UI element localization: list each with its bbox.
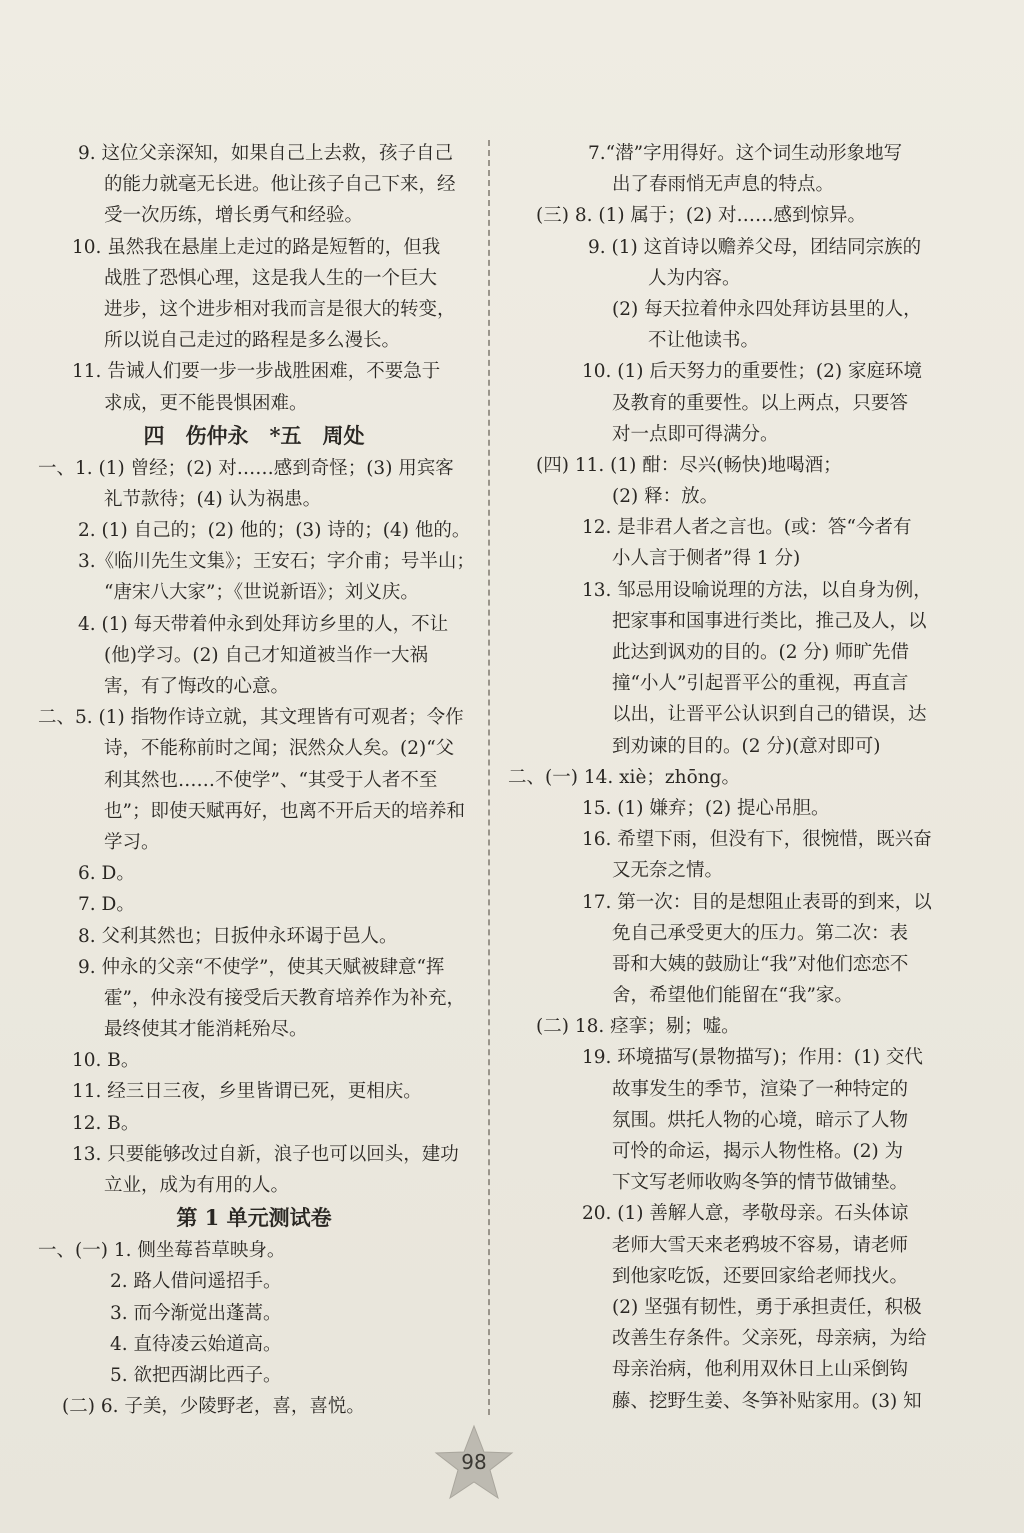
answer-line: 又无奈之情。 bbox=[612, 860, 724, 882]
answer-line: 人为内容。 bbox=[648, 267, 741, 289]
answer-line: 战胜了恐惧心理，这是我人生的一个巨大 bbox=[104, 267, 438, 289]
answer-line: 到他家吃饭，还要回家给老师找火。 bbox=[612, 1265, 909, 1287]
answer-line: 最终使其才能消耗殆尽。 bbox=[104, 1019, 308, 1041]
answer-line: 7.“潜”字用得好。这个词生动形象地写 bbox=[588, 143, 903, 164]
answer-line: 礼节款待；(4) 认为祸患。 bbox=[104, 488, 322, 510]
answer-line: 一、1. (1) 曾经；(2) 对……感到奇怪；(3) 用宾客 bbox=[38, 457, 454, 479]
answer-line: 也”；即使天赋再好，也离不开后天的培养和 bbox=[104, 800, 465, 822]
answer-line: 9. 这位父亲深知，如果自己上去救，孩子自己 bbox=[78, 143, 454, 164]
answer-line: 7. D。 bbox=[78, 894, 135, 916]
answer-line: 进步，这个进步相对我而言是很大的转变， bbox=[104, 298, 456, 320]
page-number: 98 bbox=[461, 1450, 487, 1474]
answer-line: 哥和大姨的鼓励让“我”对他们恋恋不 bbox=[612, 953, 909, 975]
answer-line: 立业，成为有用的人。 bbox=[104, 1175, 290, 1196]
answer-line: 把家事和国事进行类比，推己及人，以 bbox=[612, 610, 927, 632]
answer-line: 小人言于侧者”得 1 分) bbox=[612, 548, 801, 570]
answer-line: (三) 8. (1) 属于；(2) 对……感到惊异。 bbox=[536, 205, 867, 227]
answer-line: 害，有了悔改的心意。 bbox=[104, 676, 290, 697]
answer-line: 撞“小人”引起晋平公的重视，再直言 bbox=[612, 673, 909, 695]
answer-line: (他)学习。(2) 自己才知道被当作一大祸 bbox=[104, 644, 429, 666]
answer-line: 3. 而今渐觉出蓬蒿。 bbox=[110, 1302, 282, 1324]
answer-line: “唐宋八大家”；《世说新语》；刘义庆。 bbox=[104, 582, 419, 604]
answer-line: (2) 释：放。 bbox=[612, 486, 719, 508]
answer-line: 2. 路人借问遥招手。 bbox=[110, 1271, 282, 1293]
answer-line: 的能力就毫无长进。他让孩子自己下来，经 bbox=[104, 174, 456, 196]
answer-line: (2) 坚强有韧性，勇于承担责任，积极 bbox=[612, 1296, 922, 1318]
answer-line: (2) 每天拉着仲永四处拜访县里的人， bbox=[612, 298, 922, 320]
answer-line: 11. 告诫人们要一步一步战胜困难，不要急于 bbox=[72, 361, 441, 383]
answer-line: 老师大雪天来老鸦坡不容易，请老师 bbox=[612, 1234, 909, 1256]
answer-line: 以出，让晋平公认识到自己的错误，达 bbox=[612, 704, 927, 726]
answer-line: 20. (1) 善解人意，孝敬母亲。石头体谅 bbox=[582, 1203, 909, 1225]
answer-line: 一、(一) 1. 侧坐莓苔草映身。 bbox=[38, 1240, 286, 1262]
answer-line: 二、(一) 14. xiè；zhōng。 bbox=[508, 766, 740, 788]
answer-line: 19. 环境描写(景物描写)；作用：(1) 交代 bbox=[582, 1047, 923, 1069]
answer-line: 15. (1) 嫌弃；(2) 提心吊胆。 bbox=[582, 797, 830, 819]
answer-line: 改善生存条件。父亲死，母亲病，为给 bbox=[612, 1328, 927, 1350]
answer-line: 受一次历练，增长勇气和经验。 bbox=[104, 205, 364, 227]
answer-line: 藤、挖野生姜、冬笋补贴家用。(3) 知 bbox=[612, 1390, 922, 1412]
answer-line: 下文写老师收购冬笋的情节做铺垫。 bbox=[612, 1172, 909, 1194]
answer-line: 免自己承受更大的压力。第二次：表 bbox=[612, 922, 909, 944]
answer-line: 2. (1) 自己的；(2) 他的；(3) 诗的；(4) 他的。 bbox=[78, 520, 471, 542]
answer-line: 可怜的命运，揭示人物性格。(2) 为 bbox=[612, 1141, 904, 1162]
answer-line: 17. 第一次：目的是想阻止表哥的到来，以 bbox=[582, 891, 932, 913]
answer-line: 利其然也……不使学”、“其受于人者不至 bbox=[104, 769, 438, 791]
answer-line: 9. (1) 这首诗以赡养父母，团结同宗族的 bbox=[588, 236, 922, 258]
answer-line: 对一点即可得满分。 bbox=[612, 423, 779, 445]
answer-line: 16. 希望下雨，但没有下，很惋惜，既兴奋 bbox=[582, 829, 932, 851]
answer-line: 10. 虽然我在悬崖上走过的路是短暂的，但我 bbox=[72, 236, 441, 258]
answer-line: 氛围。烘托人物的心境，暗示了人物 bbox=[612, 1109, 909, 1131]
answer-line: (二) 18. 痉挛；剔；嘘。 bbox=[536, 1016, 740, 1038]
answer-line: 诗，不能称前时之闻；泯然众人矣。(2)“父 bbox=[104, 738, 455, 760]
answer-line: 11. 经三日三夜，乡里皆谓已死，更相庆。 bbox=[72, 1081, 422, 1103]
section-heading: 四 伤仲永 *五 周处 bbox=[143, 422, 365, 448]
answer-line: 及教育的重要性。以上两点，只要答 bbox=[612, 392, 909, 414]
answer-line: 4. 直待凌云始道高。 bbox=[110, 1333, 282, 1355]
left-column bbox=[38, 138, 475, 1422]
page-number-badge bbox=[432, 1422, 516, 1506]
answer-line: 3.《临川先生文集》；王安石；字介甫；号半山； bbox=[78, 551, 475, 573]
answer-line: 二、5. (1) 指物作诗立就，其文理皆有可观者；令作 bbox=[38, 707, 464, 729]
section-heading: 第 1 单元测试卷 bbox=[176, 1205, 332, 1231]
right-column bbox=[508, 138, 940, 1417]
answer-line: 13. 只要能够改过自新，浪子也可以回头，建功 bbox=[72, 1143, 459, 1165]
answer-line: 9. 仲永的父亲“不使学”，使其天赋被肆意“挥 bbox=[78, 956, 445, 978]
answer-line: 舍，希望他们能留在“我”家。 bbox=[612, 985, 853, 1007]
answer-line: 6. D。 bbox=[78, 863, 135, 885]
answer-line: 12. 是非君人者之言也。(或：答“今者有 bbox=[582, 517, 912, 539]
answer-line: 到劝谏的目的。(2 分)(意对即可) bbox=[612, 735, 881, 757]
answer-line: 10. B。 bbox=[72, 1050, 140, 1072]
answer-line: 出了春雨悄无声息的特点。 bbox=[612, 174, 835, 196]
answer-line: 5. 欲把西湖比西子。 bbox=[110, 1364, 282, 1386]
answer-line: 学习。 bbox=[104, 831, 160, 853]
answer-line: 13. 邹忌用设喻说理的方法，以自身为例， bbox=[582, 579, 932, 601]
answer-line: 故事发生的季节，渲染了一种特定的 bbox=[612, 1078, 909, 1100]
answer-line: 此达到讽劝的目的。(2 分) 师旷先借 bbox=[612, 642, 909, 663]
answer-line: 8. 父利其然也；日扳仲永环谒于邑人。 bbox=[78, 925, 398, 947]
answer-line: 求成，更不能畏惧困难。 bbox=[104, 392, 308, 414]
column-divider bbox=[488, 140, 490, 1415]
answer-line: (二) 6. 子美，少陵野老，喜，喜悦。 bbox=[62, 1396, 365, 1418]
answer-line: 母亲治病，他利用双休日上山采倒钩 bbox=[612, 1359, 909, 1381]
answer-line: 10. (1) 后天努力的重要性；(2) 家庭环境 bbox=[582, 361, 922, 383]
answer-line: (四) 11. (1) 酣：尽兴(畅快)地喝酒； bbox=[536, 454, 842, 476]
answer-line: 12. B。 bbox=[72, 1112, 140, 1134]
answer-line: 不让他读书。 bbox=[648, 330, 760, 352]
answer-line: 4. (1) 每天带着仲永到处拜访乡里的人，不让 bbox=[78, 613, 449, 635]
answer-line: 所以说自己走过的路程是多么漫长。 bbox=[104, 330, 401, 352]
answer-line: 霍”，仲永没有接受后天教育培养作为补充， bbox=[104, 987, 465, 1009]
